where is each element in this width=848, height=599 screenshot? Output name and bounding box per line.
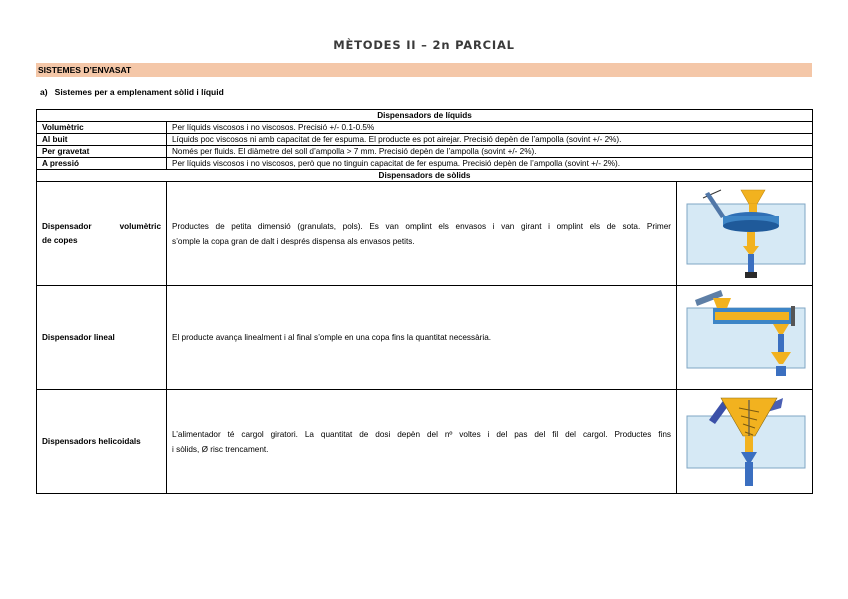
solid-desc-linear-dispenser <box>167 286 677 390</box>
table-row <box>37 286 813 390</box>
liquids-heading: Dispensadors de líquids <box>37 110 813 122</box>
solid-desc-line1: El producte avança linealment i al final s’omple en una copa fins la quantitat necessària. <box>172 333 492 342</box>
dispensers-table <box>36 109 813 494</box>
subsection-heading <box>40 87 224 97</box>
liquid-type-volumetric: Volumètric <box>37 122 167 134</box>
solid-desc-line1: L’alimentador té cargol giratori. La quantitat de dosi depèn del nº voltes i del pas del fil del cargol. Productes fins <box>172 429 671 439</box>
solid-type-name-line2: de copes <box>42 235 78 245</box>
page-title: MÈTODES II – 2n PARCIAL <box>333 38 515 52</box>
cup-dispenser-image-cell <box>677 182 813 286</box>
solid-desc-helical-dispenser <box>167 390 677 494</box>
solid-type-name-line1: Dispensador volumètric <box>42 221 161 231</box>
solids-heading-row <box>37 170 813 182</box>
table-row <box>37 146 813 158</box>
liquid-type-pressure: A pressió <box>37 158 167 170</box>
cup-dispenser-diagram-icon <box>677 182 813 285</box>
table-row <box>37 158 813 170</box>
table-row <box>37 122 813 134</box>
solid-desc-cup-dispenser <box>167 182 677 286</box>
solid-desc-line2: s’omple la copa gran de dalt i després dispensa als envasos petits. <box>172 236 415 246</box>
linear-dispenser-diagram-icon <box>677 286 813 389</box>
solid-desc-line2: i sòlids, Ø risc trencament. <box>172 444 269 454</box>
liquid-type-gravity: Per gravetat <box>37 146 167 158</box>
solid-desc-line1: Productes de petita dimensió (granulats, pols). Es van omplint els envasos i van girant i omplint els de sota. Primer <box>172 221 671 231</box>
linear-dispenser-image-cell <box>677 286 813 390</box>
helical-dispenser-image-cell <box>677 390 813 494</box>
liquid-desc-volumetric: Per líquids viscosos i no viscosos. Precisió +/- 0.1-0.5% <box>167 122 813 134</box>
liquid-desc-pressure: Per líquids viscosos i no viscosos, però que no tinguin capacitat de fer espuma. Precisió depèn de l’ampolla (sovint +/- 2%). <box>167 158 813 170</box>
liquid-desc-gravity: Només per fluids. El diàmetre del soll d’ampolla > 7 mm. Precisió depèn de l’ampolla (sovint +/- 2%). <box>167 146 813 158</box>
subsection-label: a) <box>40 87 48 97</box>
subsection-title: Sistemes per a emplenament sòlid i líquid <box>54 87 224 97</box>
table-row <box>37 182 813 286</box>
solid-type-cup-dispenser <box>37 182 167 286</box>
solid-type-helical-dispenser <box>37 390 167 494</box>
liquid-type-vacuum: Al buit <box>37 134 167 146</box>
helical-dispenser-diagram-icon <box>677 390 813 493</box>
table-row <box>37 134 813 146</box>
solid-type-name-line1: Dispensadors helicoidals <box>42 436 141 446</box>
solids-heading: Dispensadors de sòlids <box>37 170 813 182</box>
solid-type-linear-dispenser <box>37 286 167 390</box>
liquid-desc-vacuum: Líquids poc viscosos ni amb capacitat de fer espuma. El producte es pot airejar. Precisió depèn de l’ampolla (sovint +/- 2%). <box>167 134 813 146</box>
section-header: SISTEMES D’ENVASAT <box>36 63 812 77</box>
solid-type-name-line1: Dispensador lineal <box>42 332 115 342</box>
table-row <box>37 390 813 494</box>
liquids-heading-row <box>37 110 813 122</box>
